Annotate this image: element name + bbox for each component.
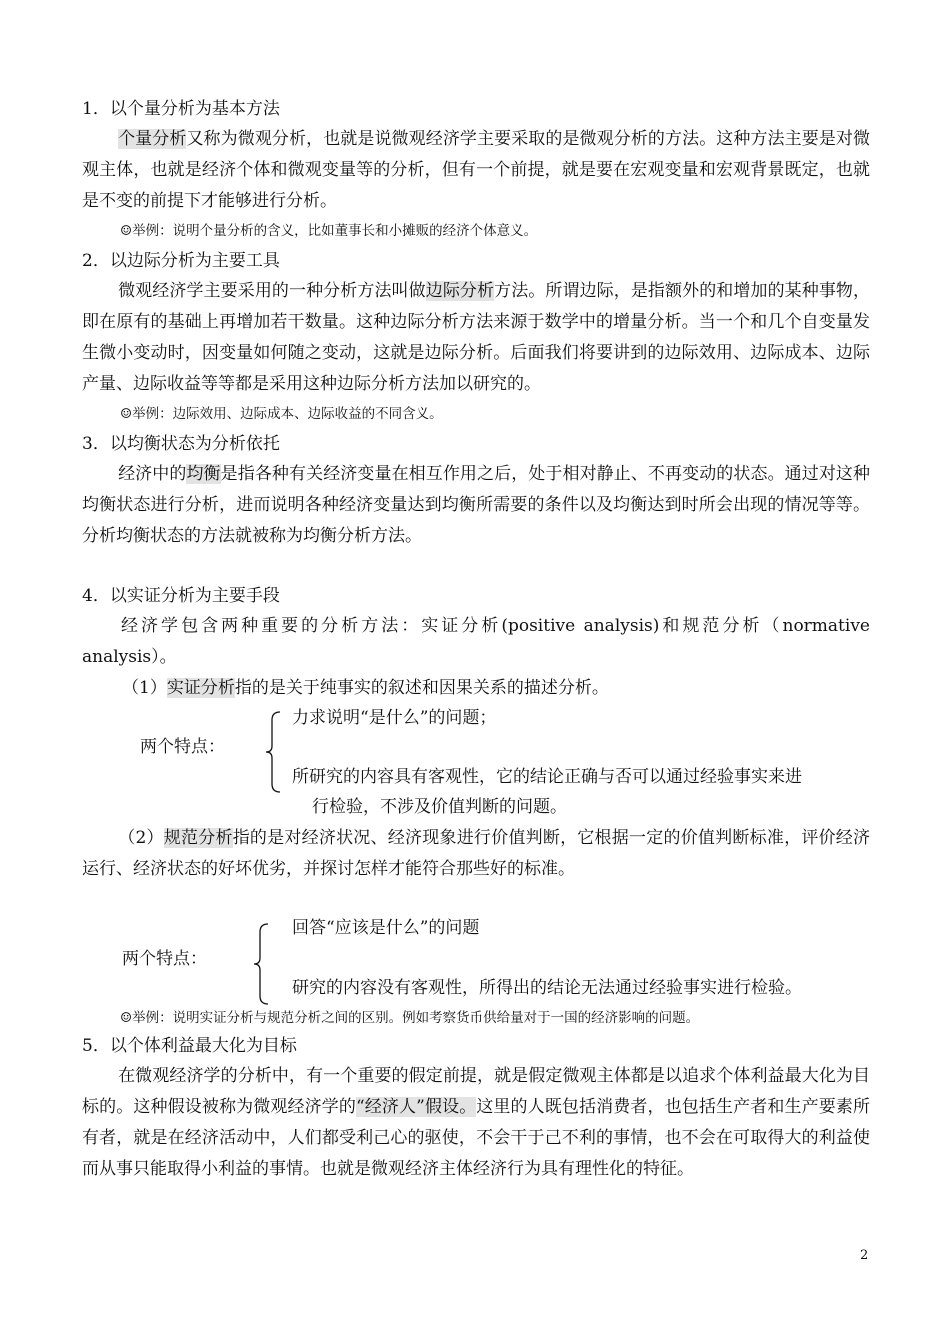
section-2-heading: 2．以边际分析为主要工具 — [82, 251, 280, 271]
positive-analysis-line — [122, 676, 609, 700]
feature-1-b-line1: 所研究的内容具有客观性，它的结论正确与否可以通过经验事实来进 — [292, 767, 802, 787]
term-positive-analysis: 实证分析 — [166, 678, 235, 698]
term-equilibrium: 均衡 — [186, 464, 221, 484]
normative-analysis-body: 指的是对经济状况、经济现象进行价值判断，它根据一定的价值判断标准，评价经济运行、经济状态的好坏优劣，并探讨怎样才能符合那些好的标准。 — [82, 828, 871, 879]
term-economic-man: “经济人”假设。 — [355, 1097, 477, 1117]
section-4-intro — [82, 611, 870, 673]
section-4-example: ☺举例：说明实证分析与规范分析之间的区别。例如考察货币供给量对于一国的经济影响的问题。 — [120, 1010, 700, 1026]
normative-analysis-paragraph — [82, 823, 870, 885]
term-normative-analysis: 规范分析 — [163, 828, 233, 848]
section-2-example: ☺举例：边际效用、边际成本、边际收益的不同含义。 — [120, 406, 443, 422]
brace-1-icon — [264, 710, 284, 794]
features-1-label: 两个特点： — [140, 737, 225, 757]
section-1-heading: 1．以个量分析为基本方法 — [82, 99, 280, 119]
positive-analysis-body: 指的是关于纯事实的叙述和因果关系的描述分析。 — [234, 678, 609, 698]
term-marginal-analysis: 边际分析 — [425, 281, 495, 301]
section-1-body: 又称为微观分析，也就是说微观经济学主要采取的是微观分析的方法。这种方法主要是对微观主体，也就是经济个体和微观变量等的分析，但有一个前提，就是要在宏观变量和宏观背景既定，也就是不变的前提下才能够进行分析。 — [82, 129, 871, 211]
section-5-pre: 在微观经济学的分析中，有一个重要的假定前提，就是假定微观主体都是以追求个体利益最大化为目标的。这种假设被称为微观经济学的 — [82, 1066, 870, 1117]
section-3-body: 是指各种有关经济变量在相互作用之后，处于相对静止、不再变动的状态。通过对这种均衡状态进行分析，进而说明各种经济变量达到均衡所需要的条件以及均衡达到时所会出现的情况等等。分析均衡状态的方法就被称为均衡分析方法。 — [82, 464, 871, 546]
section-2-body: 方法。所谓边际，是指额外的和增加的某种事物，即在原有的基础上再增加若干数量。这种边际分析方法来源于数学中的增量分析。当一个和几个自变量发生微小变动时，因变量如何随之变动，这就是边际分析。后面我们将要讲到的边际效用、边际成本、边际产量、边际收益等等都是采用这种边际分析方法加以研究的。 — [82, 281, 871, 394]
features-2-label: 两个特点： — [122, 949, 207, 969]
item-2-number: （2） — [118, 828, 164, 848]
section-2-pre: 微观经济学主要采用的一种分析方法叫做 — [118, 281, 426, 301]
section-2-paragraph — [82, 276, 870, 400]
section-5-body: 这里的人既包括消费者，也包括生产者和生产要素所有者，就是在经济活动中，人们都受利己心的驱使，不会干于己不利的事情，也不会在可取得大的利益使而从事只能取得小利益的事情。也就是微观经济主体经济行为具有理性化的特征。 — [82, 1097, 870, 1179]
page-number: 2 — [860, 1248, 869, 1263]
section-3-pre: 经济中的 — [118, 464, 187, 484]
term-individual-analysis: 个量分析 — [118, 129, 187, 149]
brace-2-icon — [252, 922, 272, 1006]
section-5-paragraph — [82, 1061, 870, 1185]
section-3-heading: 3．以均衡状态为分析依托 — [82, 434, 280, 454]
section-1-example: ☺举例：说明个量分析的含义，比如董事长和小摊贩的经济个体意义。 — [120, 223, 538, 239]
item-1-number: （1） — [122, 678, 167, 698]
feature-1-b-line2: 行检验，不涉及价值判断的问题。 — [312, 797, 567, 817]
section-5-heading: 5．以个体利益最大化为目标 — [82, 1036, 297, 1056]
feature-2-a: 回答“应该是什么”的问题 — [292, 918, 480, 938]
section-4-heading: 4．以实证分析为主要手段 — [82, 586, 280, 606]
feature-1-a: 力求说明“是什么”的问题； — [292, 708, 497, 728]
section-1-paragraph — [82, 124, 870, 217]
section-3-paragraph — [82, 459, 870, 552]
feature-2-b: 研究的内容没有客观性，所得出的结论无法通过经验事实进行检验。 — [292, 978, 802, 998]
section-4-intro-text: 经济学包含两种重要的分析方法：实证分析(positive analysis)和规范分析（normative analysis）。 — [82, 616, 870, 667]
